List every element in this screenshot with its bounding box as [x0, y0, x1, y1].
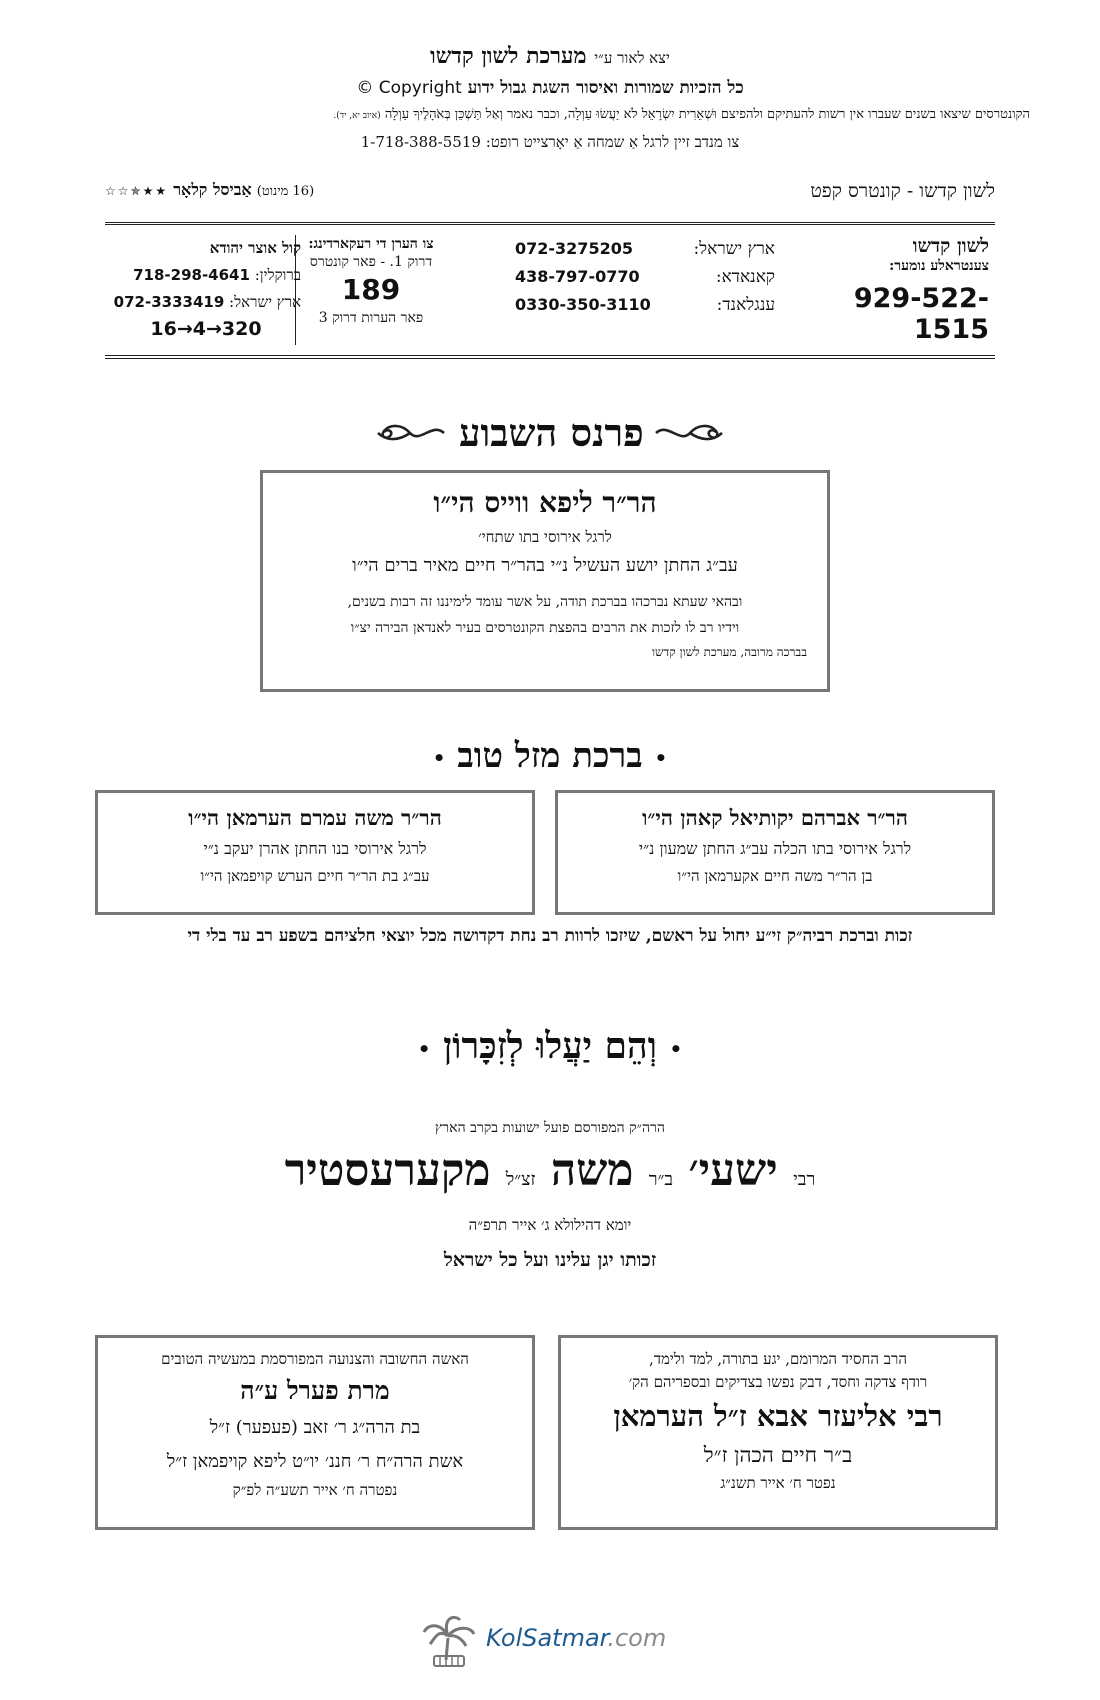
rating-stars-icon: ★★✯☆☆ — [105, 184, 169, 198]
phone-row: ענגלאנד: 0330-350-3110 — [515, 295, 775, 315]
site-name[interactable]: KolSatmar.com — [486, 1624, 667, 1652]
flourish-icon — [376, 419, 446, 454]
central-phone[interactable]: 929-522-1515 — [853, 283, 989, 345]
mazel-tov-box-right: הר״ר אברהם יקותיאל קאהן הי״ו לרגל אירוסי בתו הכלה עב״ג החתן שמעון נ״י בן הר״ר משה חיים אקערמאן הי״ו — [555, 790, 995, 915]
rebbe-name: רבי ישעי׳ ב״ר משה זצ״ל מקערעסטיר — [284, 1145, 816, 1196]
phone-row: ארץ ישראל: 072-3275205 — [515, 239, 775, 259]
recording-number: 189 — [341, 273, 401, 306]
mazel-tov-box-left: הר״ר משה עמרם הערמאן הי״ו לרגל אירוסי בנו החתן אהרן יעקב נ״י עב״ג בת הר״ר חיים הערש קויפמאן הי״ו — [95, 790, 535, 915]
warning-line: הקונטרסים שיצאו בשנים שעברו אין רשות להעתיקם ולהפיצם וּשְׁאֵרִית יִשְׂרָאֵל לֹא יַעֲשׂוּ עַוְלָה, וכבר נאמר וְאַל תַּשְׁכֵּן בְּאֹהָלֶיךָ עַוְלָה (איוב יא, יד). — [333, 107, 1030, 122]
parnes-name: הר״ר ליפא ווייס הי״ו — [433, 486, 657, 519]
country-phones — [515, 235, 775, 319]
copyright-line: כל הזכיות שמורות ואיסור השגת גבול ידוע Copyright © — [356, 78, 744, 98]
recording-info: צו הערן די רעקארדינג: דרוק 1. - פאר קונטרס 189 פאר הערות דרוק 3 — [295, 235, 440, 345]
parnes-box: הר״ר ליפא ווייס הי״ו לרגל אירוסי בתו שתחי׳ עב״ג החתן יושע העשיל נ״י בהר״ר חיים מאיר ברים הי״ו ובהאי שעתא נברכהו בברכת תודה, על אשר עומד לימיננו זה רבות בשנים, וידיו רב לו לזכות את הרבים בהפצת הקונטרסים בעיר לאנדאן הבירה יצ״ו בברכה מרובה, מערכת לשון קדשו — [260, 470, 830, 692]
memorial-box-right: הרב החסיד המרומם, יגע בתורה, למד ולימד, רודף צדקה וחסד, דבק נפשו בצדיקים ובספריהם הק׳ רבי אליעזר אבא ז״ל הערמאן ב״ר חיים הכהן ז״ל נפטר ח׳ אייר תשנ״ג — [558, 1335, 998, 1530]
flourish-icon — [644, 419, 724, 454]
contact-info-block — [105, 222, 995, 359]
menu-path: 16→4→320 — [150, 318, 262, 340]
title-bar — [105, 180, 995, 212]
memorial-heading: • וְהֵם יַעֲלוּ לְזִכָּרוֹן • — [417, 1025, 683, 1067]
blessing-line: זכות וברכת רביה״ק זי״ע יחול על ראשם, שיזכו לרוות רב נחת דקדושה מכל יוצאי חלציהם בשפע רב עד בלי די — [187, 926, 913, 946]
donation-line: צו מנדב זיין לרגל אַ שמחה אַ יאָרצייט רופט: 1-718-388-5519 — [360, 133, 740, 151]
difficulty-info: (16 מינוט) אַביסל קלאָר ★★✯☆☆ — [105, 180, 315, 199]
memorial-box-left: האשה החשובה והצנועה המפורסמת במעשיה הטובים מרת פערל ע״ה בת הרה״ג ר׳ זאב (פעפער) ז״ל אשת הרה״ח ר׳ חננ׳ יו״ט ליפא קויפמאן ז״ל נפטרה ח׳ אייר תשע״ה לפ״ק — [95, 1335, 535, 1530]
footer-brand[interactable] — [420, 1610, 680, 1670]
kuntres-title: לשון קדשו - קונטרס קפט — [810, 180, 995, 202]
palm-tree-logo-icon — [420, 1612, 478, 1672]
mazel-tov-heading: • ברכת מזל טוב • — [432, 736, 668, 776]
parnes-heading: פרנס השבוע — [0, 410, 1100, 456]
central-number: לשון קדשו צענטראלע נומער: 929-522-1515 — [789, 235, 989, 345]
top-header — [70, 40, 1030, 155]
publisher-line: יצא לאור ע״י מערכת לשון קדשו — [430, 43, 670, 69]
phone-row: קאנאדא: 438-797-0770 — [515, 267, 775, 287]
kol-otzar-info: קול אוצר יהודא ברוקלין: 718-298-4641 ארץ ישראל: 072-3333419 16→4→320 — [111, 235, 301, 343]
yahrzeit-block: הרה״ק המפורסם פועל ישועות בקרב הארץ רבי ישעי׳ ב״ר משה זצ״ל מקערעסטיר יומא דהילולא ג׳ אייר תרפ״ה זכותו יגן עלינו ועל כל ישראל — [0, 1115, 1100, 1280]
